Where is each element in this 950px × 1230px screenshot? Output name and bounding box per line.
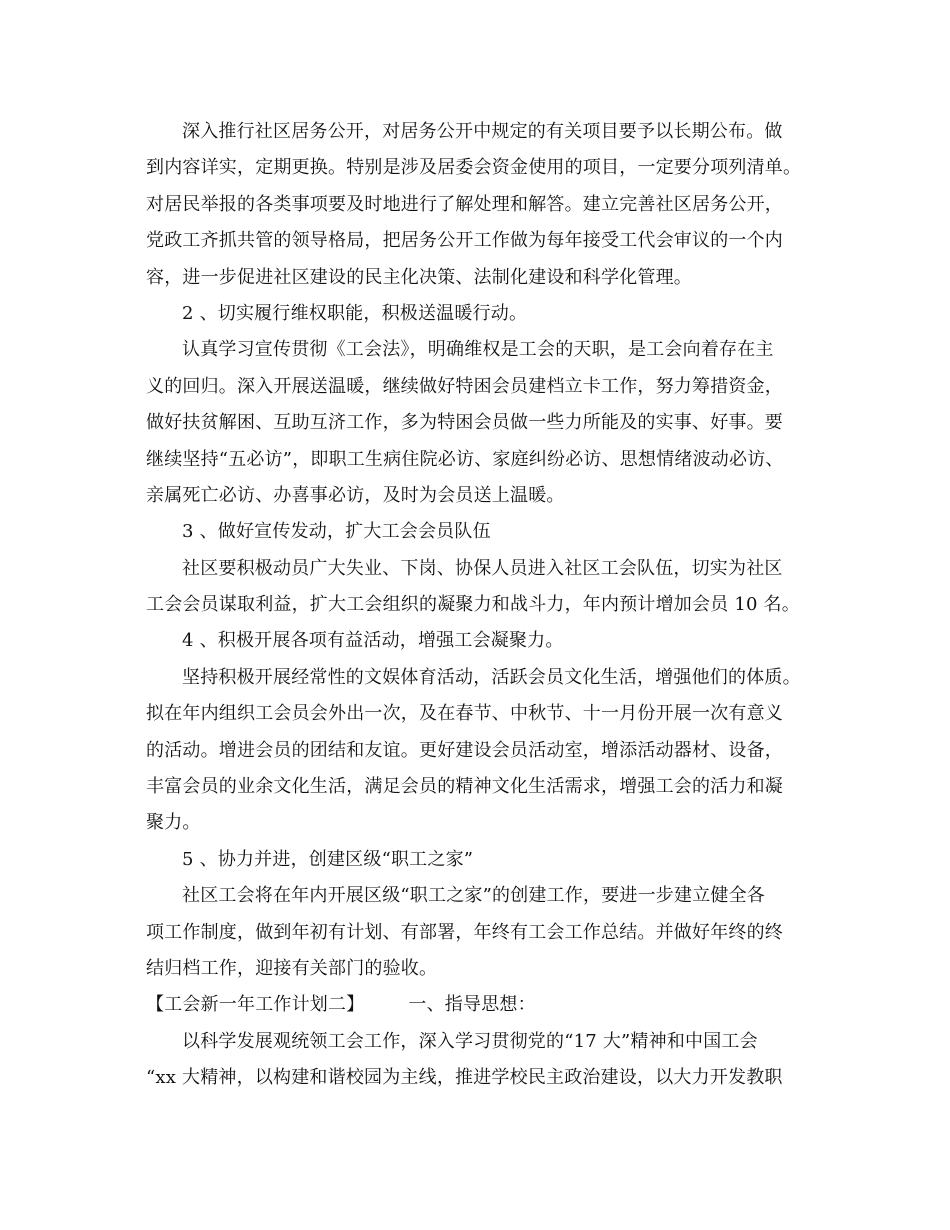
- paragraph-line: 项工作制度，做到年初有计划、有部署，年终有工会工作总结。并做好年终的终: [146, 921, 783, 943]
- paragraph-line: 工会会员谋取利益，扩大工会组织的凝聚力和战斗力，年内预计增加会员 10 名。: [146, 594, 800, 616]
- paragraph-line: 认真学习宣传贯彻《工会法》，明确维权是工会的天职，是工会向着存在主: [182, 339, 774, 361]
- paragraph-line: 丰富会员的业余文化生活，满足会员的精神文化生活需求，增强工会的活力和凝: [146, 776, 783, 798]
- section-heading: 2 、切实履行维权职能，积极送温暖行动。: [182, 302, 528, 324]
- paragraph-line: 到内容详实，定期更换。特别是涉及居委会资金使用的项目，一定要分项列清单。: [146, 157, 802, 179]
- paragraph-line: 坚持积极开展经常性的文娱体育活动，活跃会员文化生活，增强他们的体质。: [182, 666, 801, 688]
- paragraph-line: 亲属死亡必访、办喜事必访，及时为会员送上温暖。: [146, 484, 565, 506]
- section-heading: 3 、做好宣传发动，扩大工会会员队伍: [182, 521, 491, 543]
- paragraph-line: “xx 大精神，以构建和谐校园为主线，推进学校民主政治建设，以大力开发教职: [146, 1067, 783, 1089]
- paragraph-line: 社区要积极动员广大失业、下岗、协保人员进入社区工会队伍，切实为社区: [182, 557, 783, 579]
- paragraph-line: 拟在年内组织工会员会外出一次，及在春节、中秋节、十一月份开展一次有意义: [146, 703, 783, 725]
- document-page: [146, 114, 810, 1097]
- section-heading: 5 、协力并进，创建区级“职工之家”: [182, 848, 474, 870]
- section-heading: 一、指导思想：: [408, 994, 536, 1016]
- paragraph-line: 社区工会将在年内开展区级“职工之家”的创建工作，要进一步建立健全各: [182, 885, 766, 907]
- plan-title: 【工会新一年工作计划二】: [146, 994, 365, 1016]
- paragraph-line: 容，进一步促进社区建设的民主化决策、法制化建设和科学化管理。: [146, 266, 692, 288]
- paragraph-line: 对居民举报的各类事项要及时地进行了解处理和解答。建立完善社区居务公开，: [146, 193, 783, 215]
- paragraph-line: 聚力。: [146, 812, 201, 834]
- paragraph-line: 党政工齐抓共管的领导格局，把居务公开工作做为每年接受工代会审议的一个内: [146, 230, 783, 252]
- paragraph-line: 继续坚持“五必访”，即职工生病住院必访、家庭纠纷必访、思想情绪波动必访、: [146, 448, 784, 470]
- plan-title-line: [146, 987, 810, 1023]
- section-heading: 4 、积极开展各项有益活动，增强工会凝聚力。: [182, 630, 564, 652]
- paragraph-line: 义的回归。深入开展送温暖，继续做好特困会员建档立卡工作，努力筹措资金，: [146, 375, 783, 397]
- paragraph-line: 以科学发展观统领工会工作，深入学习贯彻党的“17 大”精神和中国工会: [182, 1030, 758, 1052]
- paragraph-line: 深入推行社区居务公开，对居务公开中规定的有关项目要予以长期公布。做: [182, 121, 783, 142]
- paragraph-line: 的活动。增进会员的团结和友谊。更好建设会员活动室，增添活动器材、设备，: [146, 739, 783, 761]
- paragraph-line: 做好扶贫解困、互助互济工作，多为特困会员做一些力所能及的实事、好事。要: [146, 412, 783, 434]
- paragraph-line: 结归档工作，迎接有关部门的验收。: [146, 957, 438, 979]
